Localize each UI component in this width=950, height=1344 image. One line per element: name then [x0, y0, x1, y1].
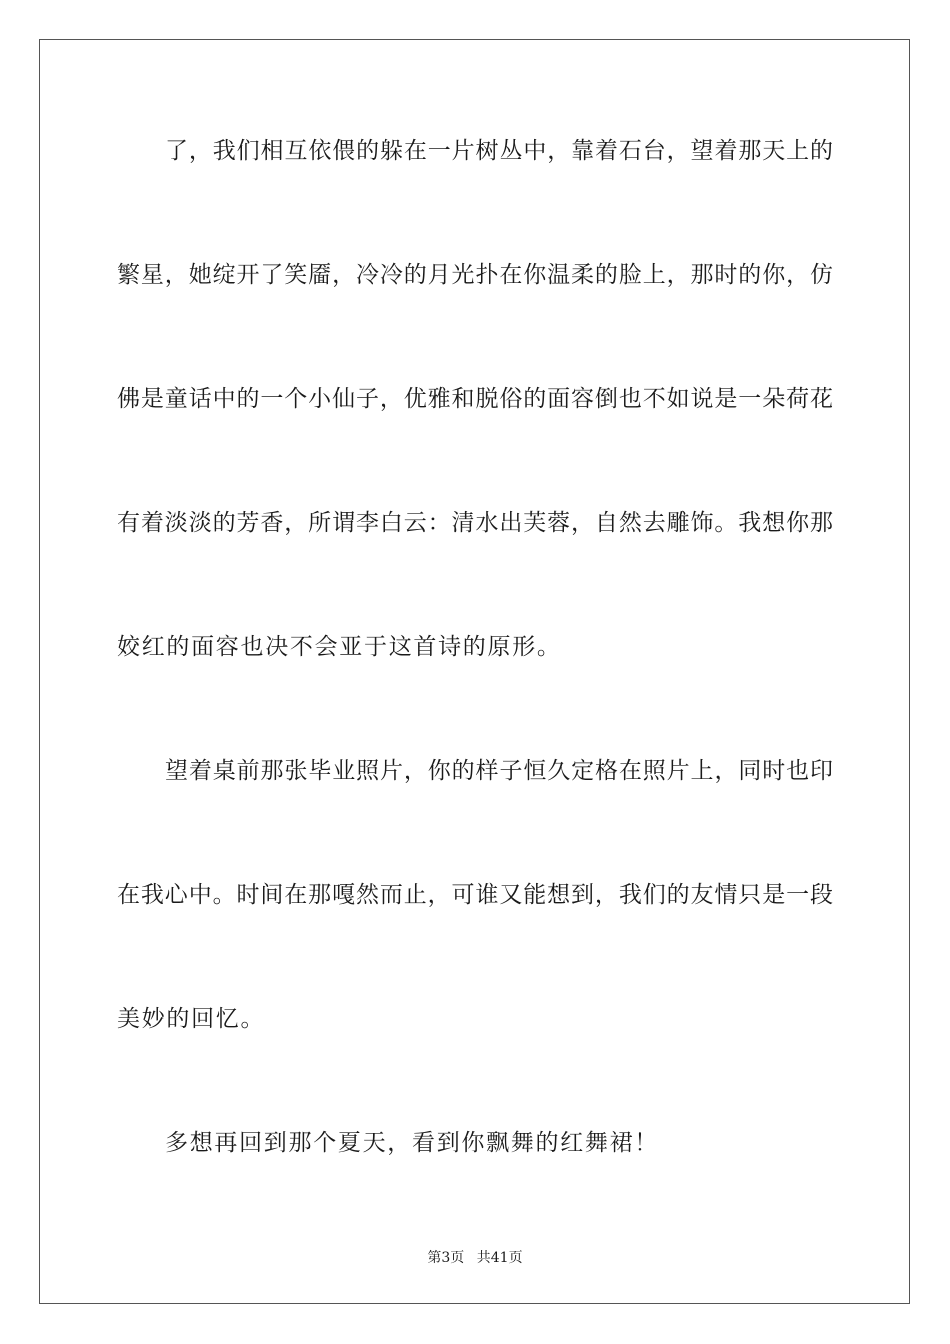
- page-total: 共41页: [476, 1250, 523, 1266]
- text-line: 了，我们相互依偎的躲在一片树丛中，靠着石台，望着那天上的: [165, 138, 833, 164]
- text-line: 佛是童话中的一个小仙子，优雅和脱俗的面容倒也不如说是一朵荷花: [117, 386, 833, 412]
- page-number: 第3页: [427, 1250, 465, 1266]
- text-line: 望着桌前那张毕业照片，你的样子恒久定格在照片上，同时也印: [165, 758, 833, 784]
- text-line: 有着淡淡的芳香，所谓李白云：清水出芙蓉，自然去雕饰。我想你那: [117, 510, 833, 536]
- text-line: 姣红的面容也决不会亚于这首诗的原形。: [117, 634, 562, 660]
- text-line: 在我心中。时间在那嘎然而止，可谁又能想到，我们的友情只是一段: [117, 882, 833, 908]
- text-line: 多想再回到那个夏天，看到你飘舞的红舞裙！: [165, 1130, 659, 1156]
- text-line: 繁星，她绽开了笑靥，冷冷的月光扑在你温柔的脸上，那时的你，仿: [117, 262, 833, 288]
- text-line: 美妙的回忆。: [117, 1006, 266, 1032]
- page-border: [39, 39, 910, 1304]
- page-footer: [0, 1247, 950, 1267]
